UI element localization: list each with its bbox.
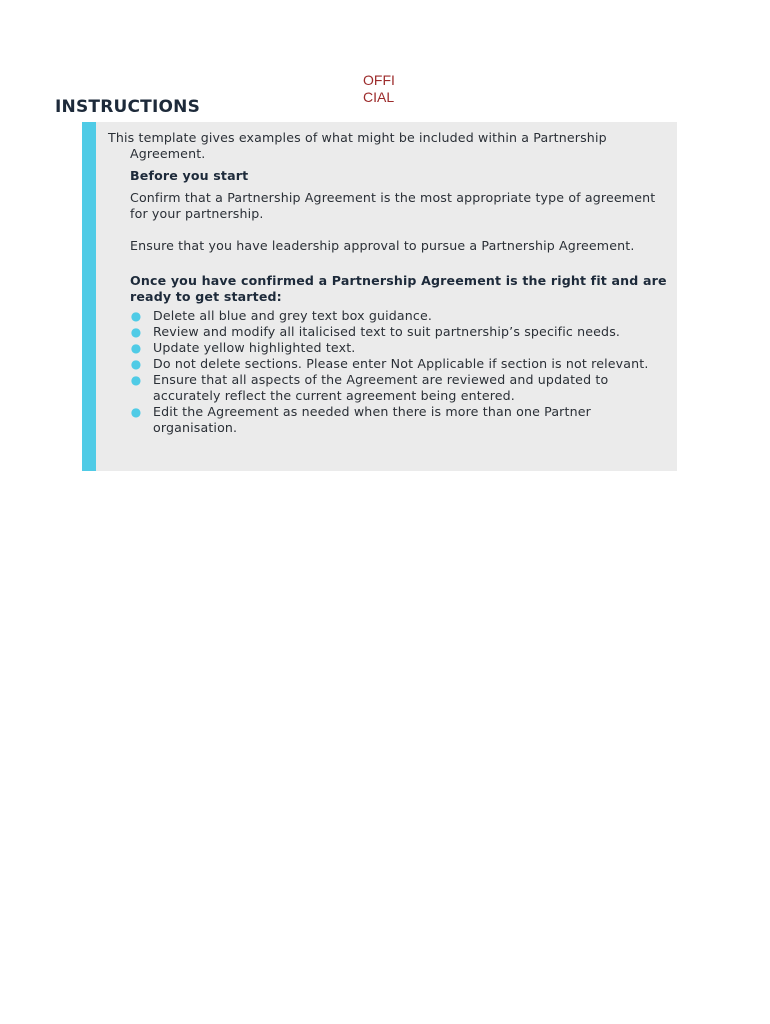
list-item (130, 356, 671, 372)
before-start-heading: Before you start (130, 168, 249, 183)
guidance-accent-bar (82, 122, 96, 471)
bullet-icon: ● (130, 357, 142, 371)
step-text: Review and modify all italicised text to suit partnership’s specific needs. (153, 324, 621, 339)
step-text: Update yellow highlighted text. (153, 340, 356, 355)
steps-list (130, 308, 671, 436)
guidance-intro: This template gives examples of what might be included within a Partnership Agreement. (108, 130, 607, 161)
step-text: Do not delete sections. Please enter Not Applicable if section is not relevant. (153, 356, 649, 371)
list-item (130, 372, 671, 404)
list-item (130, 324, 671, 340)
step-text: Edit the Agreement as needed when there is more than one Partner organisation. (153, 404, 591, 435)
classification-marking: OFFICIAL (363, 72, 395, 105)
page-title: INSTRUCTIONS (55, 97, 201, 117)
bullet-icon: ● (130, 325, 142, 339)
list-item (130, 340, 671, 356)
step-text: Ensure that all aspects of the Agreement are reviewed and updated to accurately reflect the current agreement being entered. (153, 372, 609, 403)
confirm-paragraph: Confirm that a Partnership Agreement is the most appropriate type of agreement for your partnership. (130, 190, 656, 221)
bullet-icon: ● (130, 309, 142, 323)
bullet-icon: ● (130, 373, 142, 387)
list-item (130, 308, 671, 324)
guidance-box (82, 122, 677, 471)
steps-heading: Once you have confirmed a Partnership Agreement is the right fit and are ready to get started: (130, 273, 667, 304)
guidance-body (130, 168, 671, 436)
bullet-icon: ● (130, 405, 142, 419)
approval-paragraph: Ensure that you have leadership approval to pursue a Partnership Agreement. (130, 238, 635, 253)
step-text: Delete all blue and grey text box guidance. (153, 308, 433, 323)
bullet-icon: ● (130, 341, 142, 355)
guidance-content (108, 130, 671, 436)
list-item (130, 404, 671, 436)
